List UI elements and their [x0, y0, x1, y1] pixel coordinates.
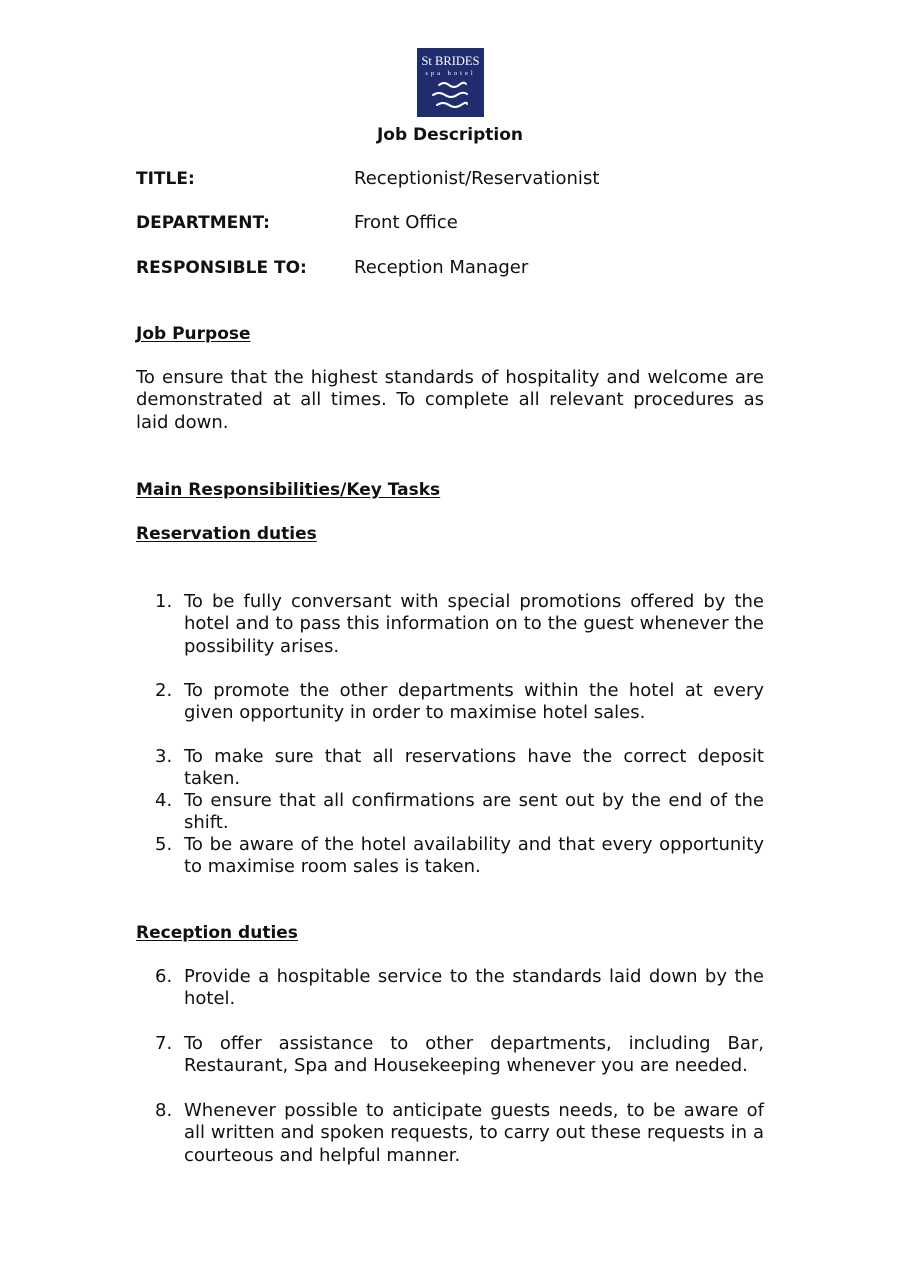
logo-brand-name: St BRIDES — [421, 54, 480, 68]
list-item — [155, 680, 764, 725]
title-label: TITLE: — [136, 169, 195, 189]
list-item — [155, 591, 764, 658]
list-item-number: 6. — [155, 966, 173, 987]
hotel-logo — [417, 48, 484, 117]
department-value: Front Office — [354, 212, 458, 233]
main-responsibilities-heading: Main Responsibilities/Key Tasks — [136, 480, 441, 500]
list-item — [155, 1100, 764, 1167]
waves-icon — [433, 83, 467, 107]
list-item-number: 7. — [155, 1033, 173, 1054]
list-item-text: To be fully conversant with special promotions offered by the hotel and to pass this information on to the guest whenever the possibility arises. — [184, 591, 764, 657]
list-item-text: To ensure that all confirmations are sent out by the end of the shift. — [184, 790, 764, 834]
job-purpose-text: To ensure that the highest standards of hospitality and welcome are demonstrated at all times. To complete all relevant procedures as laid down. — [136, 367, 764, 433]
list-item — [155, 966, 764, 1011]
list-item-text: To offer assistance to other departments, including Bar, Restaurant, Spa and Housekeeping whenever you are needed. — [184, 1033, 764, 1077]
title-value: Receptionist/Reservationist — [354, 168, 600, 189]
logo-graphic — [417, 48, 484, 117]
job-purpose-heading: Job Purpose — [136, 324, 251, 344]
list-item-number: 2. — [155, 680, 173, 701]
list-item — [155, 1033, 764, 1078]
responsible-to-label: RESPONSIBLE TO: — [136, 258, 307, 278]
list-item-number: 8. — [155, 1100, 173, 1121]
list-item-number: 3. — [155, 746, 173, 767]
list-item-number: 4. — [155, 790, 173, 811]
responsible-to-value: Reception Manager — [354, 257, 529, 278]
list-item — [155, 746, 764, 791]
list-item-text: To be aware of the hotel availability and that every opportunity to maximise room sales is taken. — [184, 834, 764, 878]
list-item-text: To make sure that all reservations have the correct deposit taken. — [184, 746, 764, 790]
list-item-text: Provide a hospitable service to the standards laid down by the hotel. — [184, 966, 764, 1010]
department-label: DEPARTMENT: — [136, 213, 270, 233]
reservation-duties-heading: Reservation duties — [136, 524, 317, 544]
list-item-number: 5. — [155, 834, 173, 855]
reception-duties-heading: Reception duties — [136, 923, 298, 943]
list-item-text: Whenever possible to anticipate guests needs, to be aware of all written and spoken requests, to carry out these requests in a courteous and helpful manner. — [184, 1100, 764, 1166]
list-item-number: 1. — [155, 591, 173, 612]
list-item-text: To promote the other departments within the hotel at every given opportunity in order to maximise hotel sales. — [184, 680, 764, 724]
list-item — [155, 834, 764, 879]
list-item — [155, 790, 764, 835]
document-title: Job Description — [376, 125, 524, 145]
logo-subtitle: spa hotel — [425, 70, 476, 77]
